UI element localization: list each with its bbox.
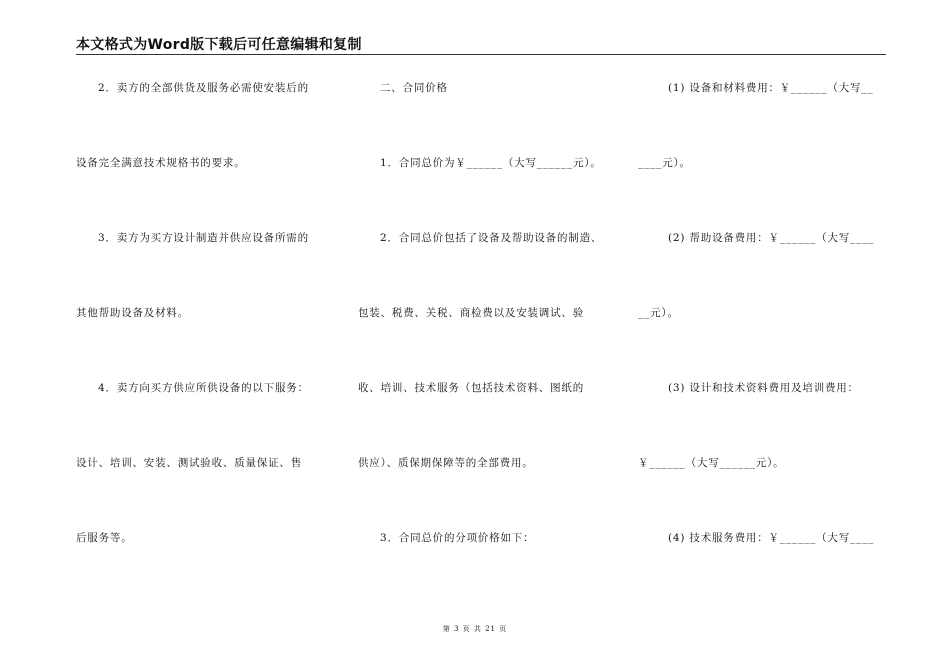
text-line: __元）。 bbox=[638, 307, 679, 319]
text-line: 其他帮助设备及材料。 bbox=[76, 307, 189, 319]
page-header bbox=[76, 34, 886, 55]
text-line: 3．合同总价的分项价格如下： bbox=[380, 532, 535, 544]
text-line: 后服务等。 bbox=[76, 532, 133, 544]
text-line: (2) 帮助设备费用：￥______（大写____ bbox=[668, 232, 875, 244]
page-number: 第 3 页 共 21 页 bbox=[442, 625, 508, 633]
header-title: 本文格式为Word版下载后可任意编辑和复制 bbox=[76, 37, 362, 53]
text-line: 4．卖方向买方供应所供设备的以下服务： bbox=[98, 382, 309, 394]
text-line: (4) 技术服务费用：￥______（大写____ bbox=[668, 532, 875, 544]
text-line: 设计、培训、安装、测试验收、质量保证、售 bbox=[76, 457, 302, 469]
text-line: (3) 设计和技术资料费用及培训费用： bbox=[668, 382, 859, 394]
text-line: 2．合同总价包括了设备及帮助设备的制造、 bbox=[380, 232, 603, 244]
text-line: 设备完全满意技术规格书的要求。 bbox=[76, 157, 246, 169]
text-line: 2．卖方的全部供货及服务必需使安装后的 bbox=[98, 82, 309, 94]
text-line: 收、培训、技术服务（包括技术资料、图纸的 bbox=[358, 382, 584, 394]
text-line: (1) 设备和材料费用：￥______（大写__ bbox=[668, 82, 874, 94]
text-line: 包装、税费、关税、商检费以及安装调试、验 bbox=[358, 307, 584, 319]
text-line: 1．合同总价为￥______（大写______元）。 bbox=[380, 157, 602, 169]
text-line: ￥______（大写______元）。 bbox=[638, 457, 785, 469]
text-line: 供应）、质保期保障等的全部费用。 bbox=[358, 457, 534, 469]
section-heading: 二、合同价格 bbox=[380, 82, 448, 94]
text-line: ____元）。 bbox=[638, 157, 691, 169]
text-line: 3．卖方为买方设计制造并供应设备所需的 bbox=[98, 232, 309, 244]
